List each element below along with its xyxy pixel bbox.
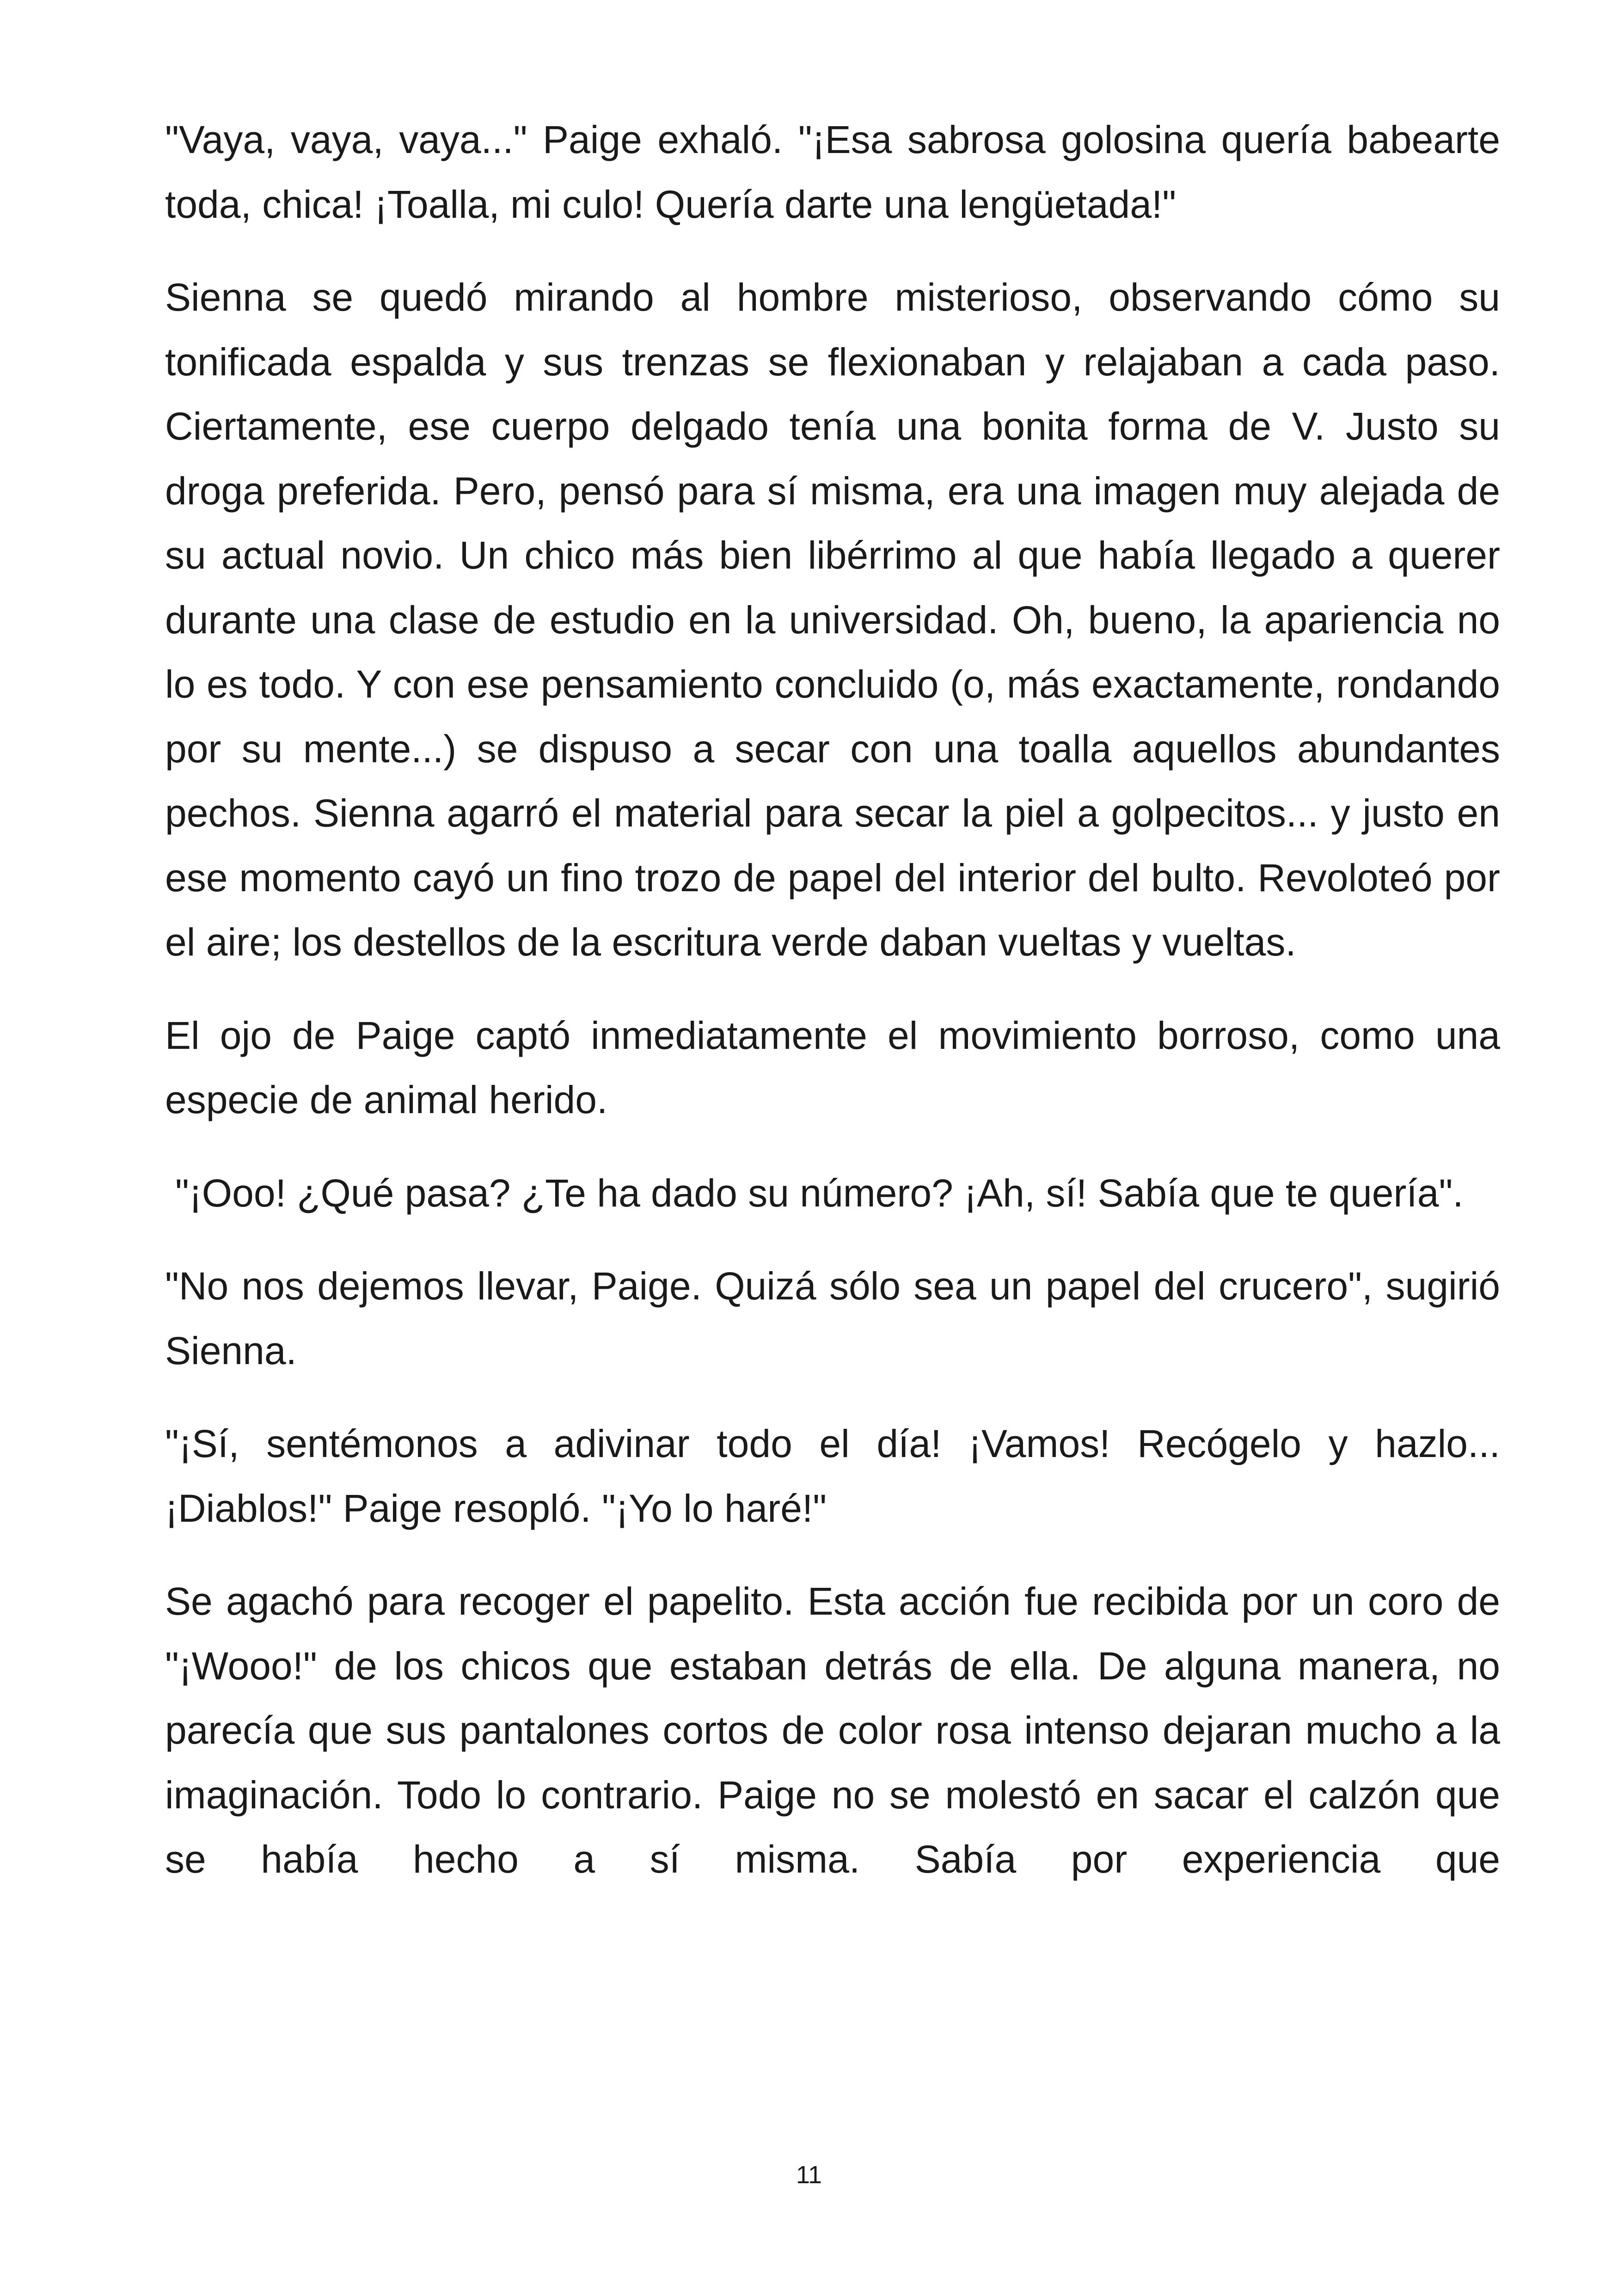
document-page	[165, 108, 1500, 2142]
paragraph-3: El ojo de Paige captó inmediatamente el movimiento borroso, como una especie de animal herido.	[165, 1013, 1500, 1121]
paragraph-7: Se agachó para recoger el papelito. Esta acción fue recibida por un coro de "¡Wooo!" de los chicos que estaban detrás de ella. De alguna manera, no parecía que sus pantalones cortos de color rosa intenso dejaran mucho a la imaginación. Todo lo contrario. Paige no se molestó en sacar el calzón que se había hecho a sí misma. Sabía por experiencia que	[165, 1580, 1500, 1881]
paragraph-1: "Vaya, vaya, vaya..." Paige exhaló. "¡Esa sabrosa golosina quería babearte toda, chica! ¡Toalla, mi culo! Quería darte una lengüetada!"	[165, 118, 1500, 226]
paragraph-5: "No nos dejemos llevar, Paige. Quizá sólo sea un papel del crucero", sugirió Sienna.	[165, 1264, 1500, 1372]
paragraph-6: "¡Sí, sentémonos a adivinar todo el día! ¡Vamos! Recógelo y hazlo... ¡Diablos!" Paige resopló. "¡Yo lo haré!"	[165, 1422, 1500, 1530]
page-number: 11	[796, 2161, 822, 2189]
paragraph-2: Sienna se quedó mirando al hombre misterioso, observando cómo su tonificada espalda y sus trenzas se flexionaban y relajaban a cada paso. Ciertamente, ese cuerpo delgado tenía una bonita forma de V. Justo su droga preferida. Pero, pensó para sí misma, era una imagen muy alejada de su actual novio. Un chico más bien libérrimo al que había llegado a querer durante una clase de estudio en la universidad. Oh, bueno, la apariencia no lo es todo. Y con ese pensamiento concluido (o, más exactamente, rondando por su mente...) se dispuso a secar con una toalla aquellos abundantes pechos. Sienna agarró el material para secar la piel a golpecitos... y justo en ese momento cayó un fino trozo de papel del interior del bulto. Revoloteó por el aire; los destellos de la escritura verde daban vueltas y vueltas.	[165, 276, 1500, 964]
paragraph-4: "¡Ooo! ¿Qué pasa? ¿Te ha dado su número? ¡Ah, sí! Sabía que te quería".	[175, 1171, 1464, 1215]
